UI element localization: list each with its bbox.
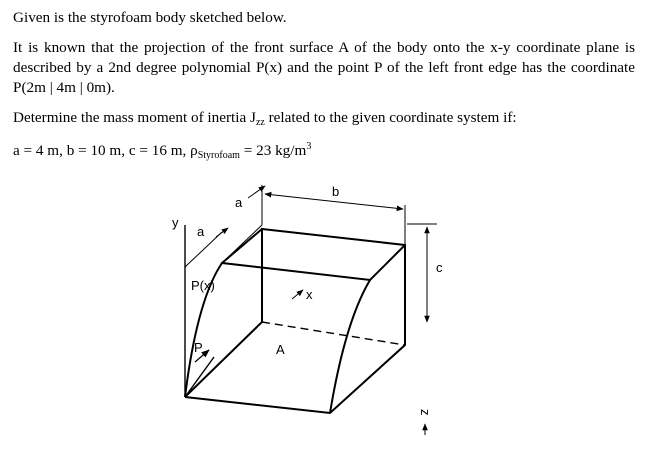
point-p-label: P	[194, 340, 203, 355]
y-axis-label: y	[172, 215, 179, 230]
a-left-label: a	[197, 224, 205, 239]
x-axis-arrow	[292, 290, 303, 299]
a-top-label: a	[235, 195, 243, 210]
px-label: P(x)	[191, 278, 215, 293]
surface-a-label: A	[276, 342, 285, 357]
z-axis-label: z	[418, 409, 433, 416]
a-left-arrow	[216, 228, 228, 237]
given-values-pre: a = 4 m, b = 10 m, c = 16 m, ρ	[13, 142, 198, 159]
given-values-superscript: 3	[306, 141, 312, 152]
b-label: b	[332, 184, 340, 199]
x-axis-label: x	[306, 287, 313, 302]
a-top-dimension-line	[222, 225, 262, 263]
given-values-mid: = 23 kg/m	[239, 142, 307, 159]
task-text-pre: Determine the mass moment of inertia J	[13, 109, 256, 126]
body-outline	[185, 229, 405, 413]
body-curved-front-edge	[330, 280, 370, 413]
task-text-subscript: zz	[255, 117, 265, 128]
c-label: c	[436, 260, 443, 275]
intro-text-content: Given is the styrofoam body sketched below.	[13, 9, 287, 26]
given-values-subscript: Styrofoam	[197, 150, 240, 161]
known-text-content: It is known that the projection of the front surface A of the body onto the x-y coordinate plane is described by a 2nd degree polynomial P(x) and the point P of the left front edge has the coordinate P(2m | 4m | 0m).	[13, 39, 635, 96]
task-text-post: related to the given coordinate system if:	[264, 109, 517, 126]
